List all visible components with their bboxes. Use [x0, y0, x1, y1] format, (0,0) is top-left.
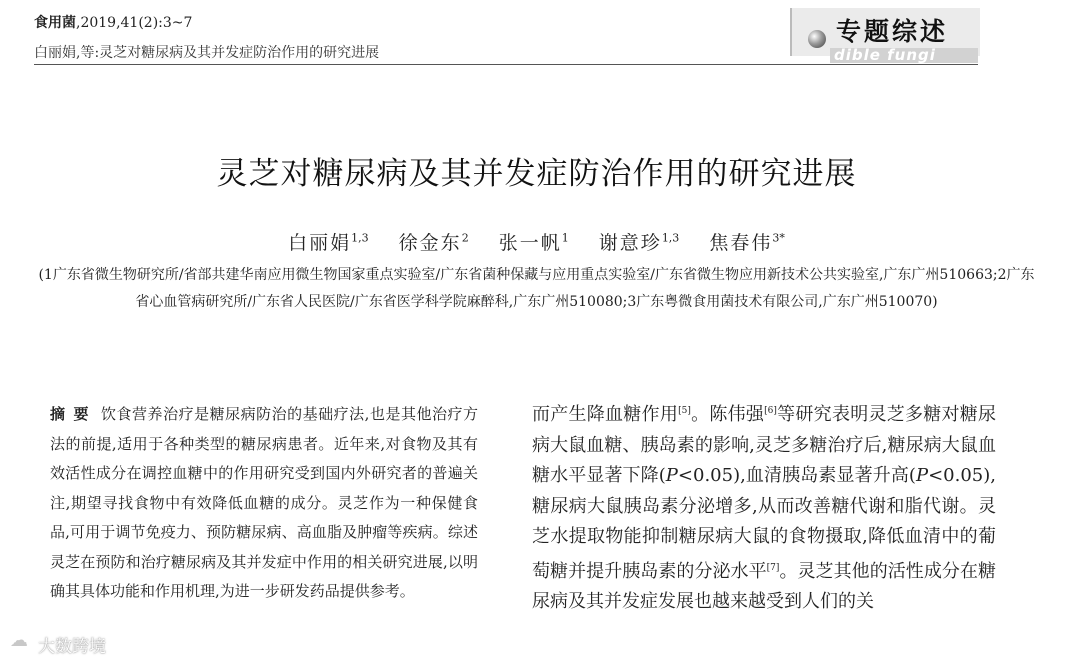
citation-text: ,2019,41(2):3~7	[76, 15, 193, 31]
author-name: 焦春伟	[709, 232, 773, 254]
body-paragraph	[532, 396, 996, 618]
article-title: 灵芝对糖尿病及其并发症防治作用的研究进展	[216, 156, 857, 192]
body-text: 等研究表明灵芝多糖对糖尿病大鼠血糖、胰岛素的影响,灵芝多糖治疗后,糖尿病大鼠血糖水平显著下降(	[532, 404, 997, 486]
section-badge-label: 专题综述	[836, 17, 949, 46]
author-affil-marker: 1	[561, 231, 569, 245]
author-list	[0, 228, 1073, 255]
abstract	[50, 400, 478, 607]
header-divider	[34, 64, 978, 65]
author-name: 徐金东	[398, 232, 462, 254]
author-affil-marker: 1,3	[661, 231, 680, 245]
body-text: 而产生降血糖作用	[532, 404, 679, 425]
journal-citation	[34, 12, 192, 32]
author	[288, 232, 369, 254]
citation-ref: [7]	[766, 562, 780, 573]
watermark	[10, 628, 150, 656]
author	[399, 232, 469, 254]
author-name: 白丽娟	[288, 232, 352, 254]
citation-ref: [5]	[678, 406, 691, 416]
journal-name: 食用菌	[34, 15, 76, 31]
watermark-text: 大数跨境	[38, 637, 106, 657]
cloud-logo-icon: ☁	[10, 630, 28, 651]
author	[599, 232, 680, 254]
body-text: <0.05),血清胰岛素显著升高(	[677, 465, 916, 486]
section-badge-english: dible fungi	[834, 46, 936, 64]
citation-ref: [6]	[764, 406, 777, 416]
p-value-symbol: P	[665, 465, 678, 486]
abstract-label: 摘要	[50, 405, 98, 423]
author	[499, 232, 569, 254]
author	[709, 232, 785, 254]
affiliations: (1广东省微生物研究所/省部共建华南应用微生物国家重点实验室/广东省菌种保藏与应用重点实验室/广东省微生物应用新技术公共实验室,广东广州510663;2广东省心血管病研究所/广东省人民医院/广东省医学科学院麻醉科,广东广州510080;3广东粤微食用菌技术有限公司,广东广州510070)	[38, 267, 1035, 310]
author-name: 谢意珍	[598, 232, 662, 254]
abstract-text: 饮食营养治疗是糖尿病防治的基础疗法,也是其他治疗方法的前提,适用于各种类型的糖尿病患者。近年来,对食物及其有效活性成分在调控血糖中的作用研究受到国内外研究者的普遍关注,期望寻找食物中有效降低血糖的成分。灵芝作为一种保健食品,可用于调节免疫力、预防糖尿病、高血脂及肿瘤等疾病。综述灵芝在预防和治疗糖尿病及其并发症中作用的相关研究进展,以明确其具体功能和作用机理,为进一步研发药品提供参考。	[50, 405, 478, 600]
body-text: 。灵芝其他的活性成分在糖尿病及其并发症发展也越来越受到人们的关	[532, 560, 997, 612]
author-affil-marker: 1,3	[351, 231, 369, 245]
author-name: 张一帆	[498, 232, 562, 254]
mushroom-dot-icon	[808, 30, 826, 48]
body-text: 。陈伟强	[690, 404, 765, 425]
author-affil-marker: 2	[461, 231, 469, 245]
running-title: 白丽娟,等:灵芝对糖尿病及其并发症防治作用的研究进展	[34, 45, 380, 61]
section-badge	[790, 8, 978, 62]
body-text: <0.05),糖尿病大鼠胰岛素分泌增多,从而改善糖代谢和脂代谢。灵芝水提取物能抑制糖尿病大鼠的食物摄取,降低血清中的葡萄糖并提升胰岛素的分泌水平	[532, 465, 996, 582]
p-value-symbol: P	[915, 465, 929, 486]
author-affil-marker: 3*	[772, 231, 785, 245]
